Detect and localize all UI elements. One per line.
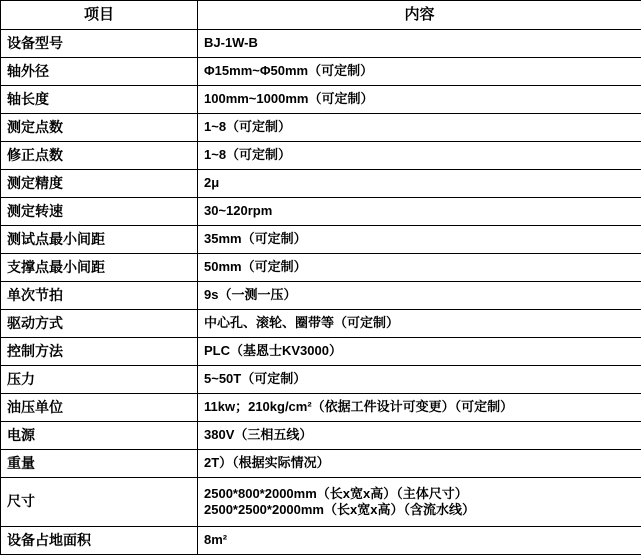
cell-item-content xyxy=(198,226,641,254)
cell-item-content xyxy=(198,254,641,282)
cell-item-label: 测试点最小间距 xyxy=(1,226,198,254)
cell-item-label: 支撑点最小间距 xyxy=(1,254,198,282)
cell-item-content xyxy=(198,198,641,226)
table-row xyxy=(1,30,641,58)
table-row xyxy=(1,282,641,310)
cell-content-line: 1~8（可定制） xyxy=(204,119,635,135)
column-header-content: 内容 xyxy=(198,1,641,30)
cell-content-line: 380V（三相五线） xyxy=(204,427,635,443)
cell-item-label: 压力 xyxy=(1,366,198,394)
cell-item-content xyxy=(198,310,641,338)
cell-content-line: 2500*2500*2000mm（长x宽x高）（含流水线） xyxy=(204,502,635,518)
cell-item-content xyxy=(198,478,641,527)
cell-content-line: 中心孔、滚轮、圈带等（可定制） xyxy=(204,315,635,331)
table-row xyxy=(1,527,641,555)
cell-item-content xyxy=(198,142,641,170)
cell-item-label: 油压单位 xyxy=(1,394,198,422)
cell-item-content xyxy=(198,366,641,394)
cell-content-line: 30~120rpm xyxy=(204,203,635,219)
cell-item-label: 轴长度 xyxy=(1,86,198,114)
table-row xyxy=(1,450,641,478)
cell-content-line: 9s（一测一压） xyxy=(204,287,635,303)
cell-content-line: 2T）（根据实际情况） xyxy=(204,455,635,471)
table-header-row xyxy=(1,1,641,30)
cell-content-line: 2500*800*2000mm（长x宽x高）（主体尺寸） xyxy=(204,486,635,502)
cell-item-label: 测定精度 xyxy=(1,170,198,198)
cell-content-line: 100mm~1000mm（可定制） xyxy=(204,91,635,107)
table-row xyxy=(1,254,641,282)
cell-item-label: 电源 xyxy=(1,422,198,450)
cell-item-content xyxy=(198,527,641,555)
table-row xyxy=(1,58,641,86)
cell-content-line: 11kw；210kg/cm²（依据工件设计可变更）（可定制） xyxy=(204,399,635,415)
cell-item-label: 测定转速 xyxy=(1,198,198,226)
cell-item-label: 测定点数 xyxy=(1,114,198,142)
cell-item-content xyxy=(198,30,641,58)
table-row xyxy=(1,422,641,450)
column-header-item: 项目 xyxy=(1,1,198,30)
cell-item-label: 控制方法 xyxy=(1,338,198,366)
cell-content-line: Φ15mm~Φ50mm（可定制） xyxy=(204,63,635,79)
cell-item-label: 设备型号 xyxy=(1,30,198,58)
cell-item-content xyxy=(198,450,641,478)
cell-item-content xyxy=(198,338,641,366)
cell-item-label: 驱动方式 xyxy=(1,310,198,338)
cell-item-content xyxy=(198,282,641,310)
cell-content-line: BJ-1W-B xyxy=(204,35,635,51)
table-row xyxy=(1,170,641,198)
cell-content-line: 1~8（可定制） xyxy=(204,147,635,163)
cell-item-label: 单次节拍 xyxy=(1,282,198,310)
cell-item-content xyxy=(198,170,641,198)
table-row xyxy=(1,86,641,114)
cell-item-content xyxy=(198,114,641,142)
cell-item-label: 重量 xyxy=(1,450,198,478)
table-row xyxy=(1,310,641,338)
cell-item-label: 尺寸 xyxy=(1,478,198,527)
cell-content-line: 2μ xyxy=(204,175,635,191)
table-row xyxy=(1,198,641,226)
cell-content-line: 35mm（可定制） xyxy=(204,231,635,247)
cell-item-content xyxy=(198,86,641,114)
cell-item-label: 修正点数 xyxy=(1,142,198,170)
cell-item-content xyxy=(198,394,641,422)
cell-item-content xyxy=(198,58,641,86)
cell-item-label: 轴外径 xyxy=(1,58,198,86)
cell-content-line: 8m² xyxy=(204,532,635,548)
cell-content-line: 50mm（可定制） xyxy=(204,259,635,275)
cell-content-line: 5~50T（可定制） xyxy=(204,371,635,387)
cell-item-label: 设备占地面积 xyxy=(1,527,198,555)
table-row xyxy=(1,478,641,527)
cell-content-line: PLC（基恩士KV3000） xyxy=(204,343,635,359)
table-row xyxy=(1,142,641,170)
table-row xyxy=(1,366,641,394)
cell-item-content xyxy=(198,422,641,450)
table-row xyxy=(1,394,641,422)
table-row xyxy=(1,226,641,254)
table-header xyxy=(1,1,641,30)
table-row xyxy=(1,114,641,142)
table-row xyxy=(1,338,641,366)
table-body xyxy=(1,30,641,555)
